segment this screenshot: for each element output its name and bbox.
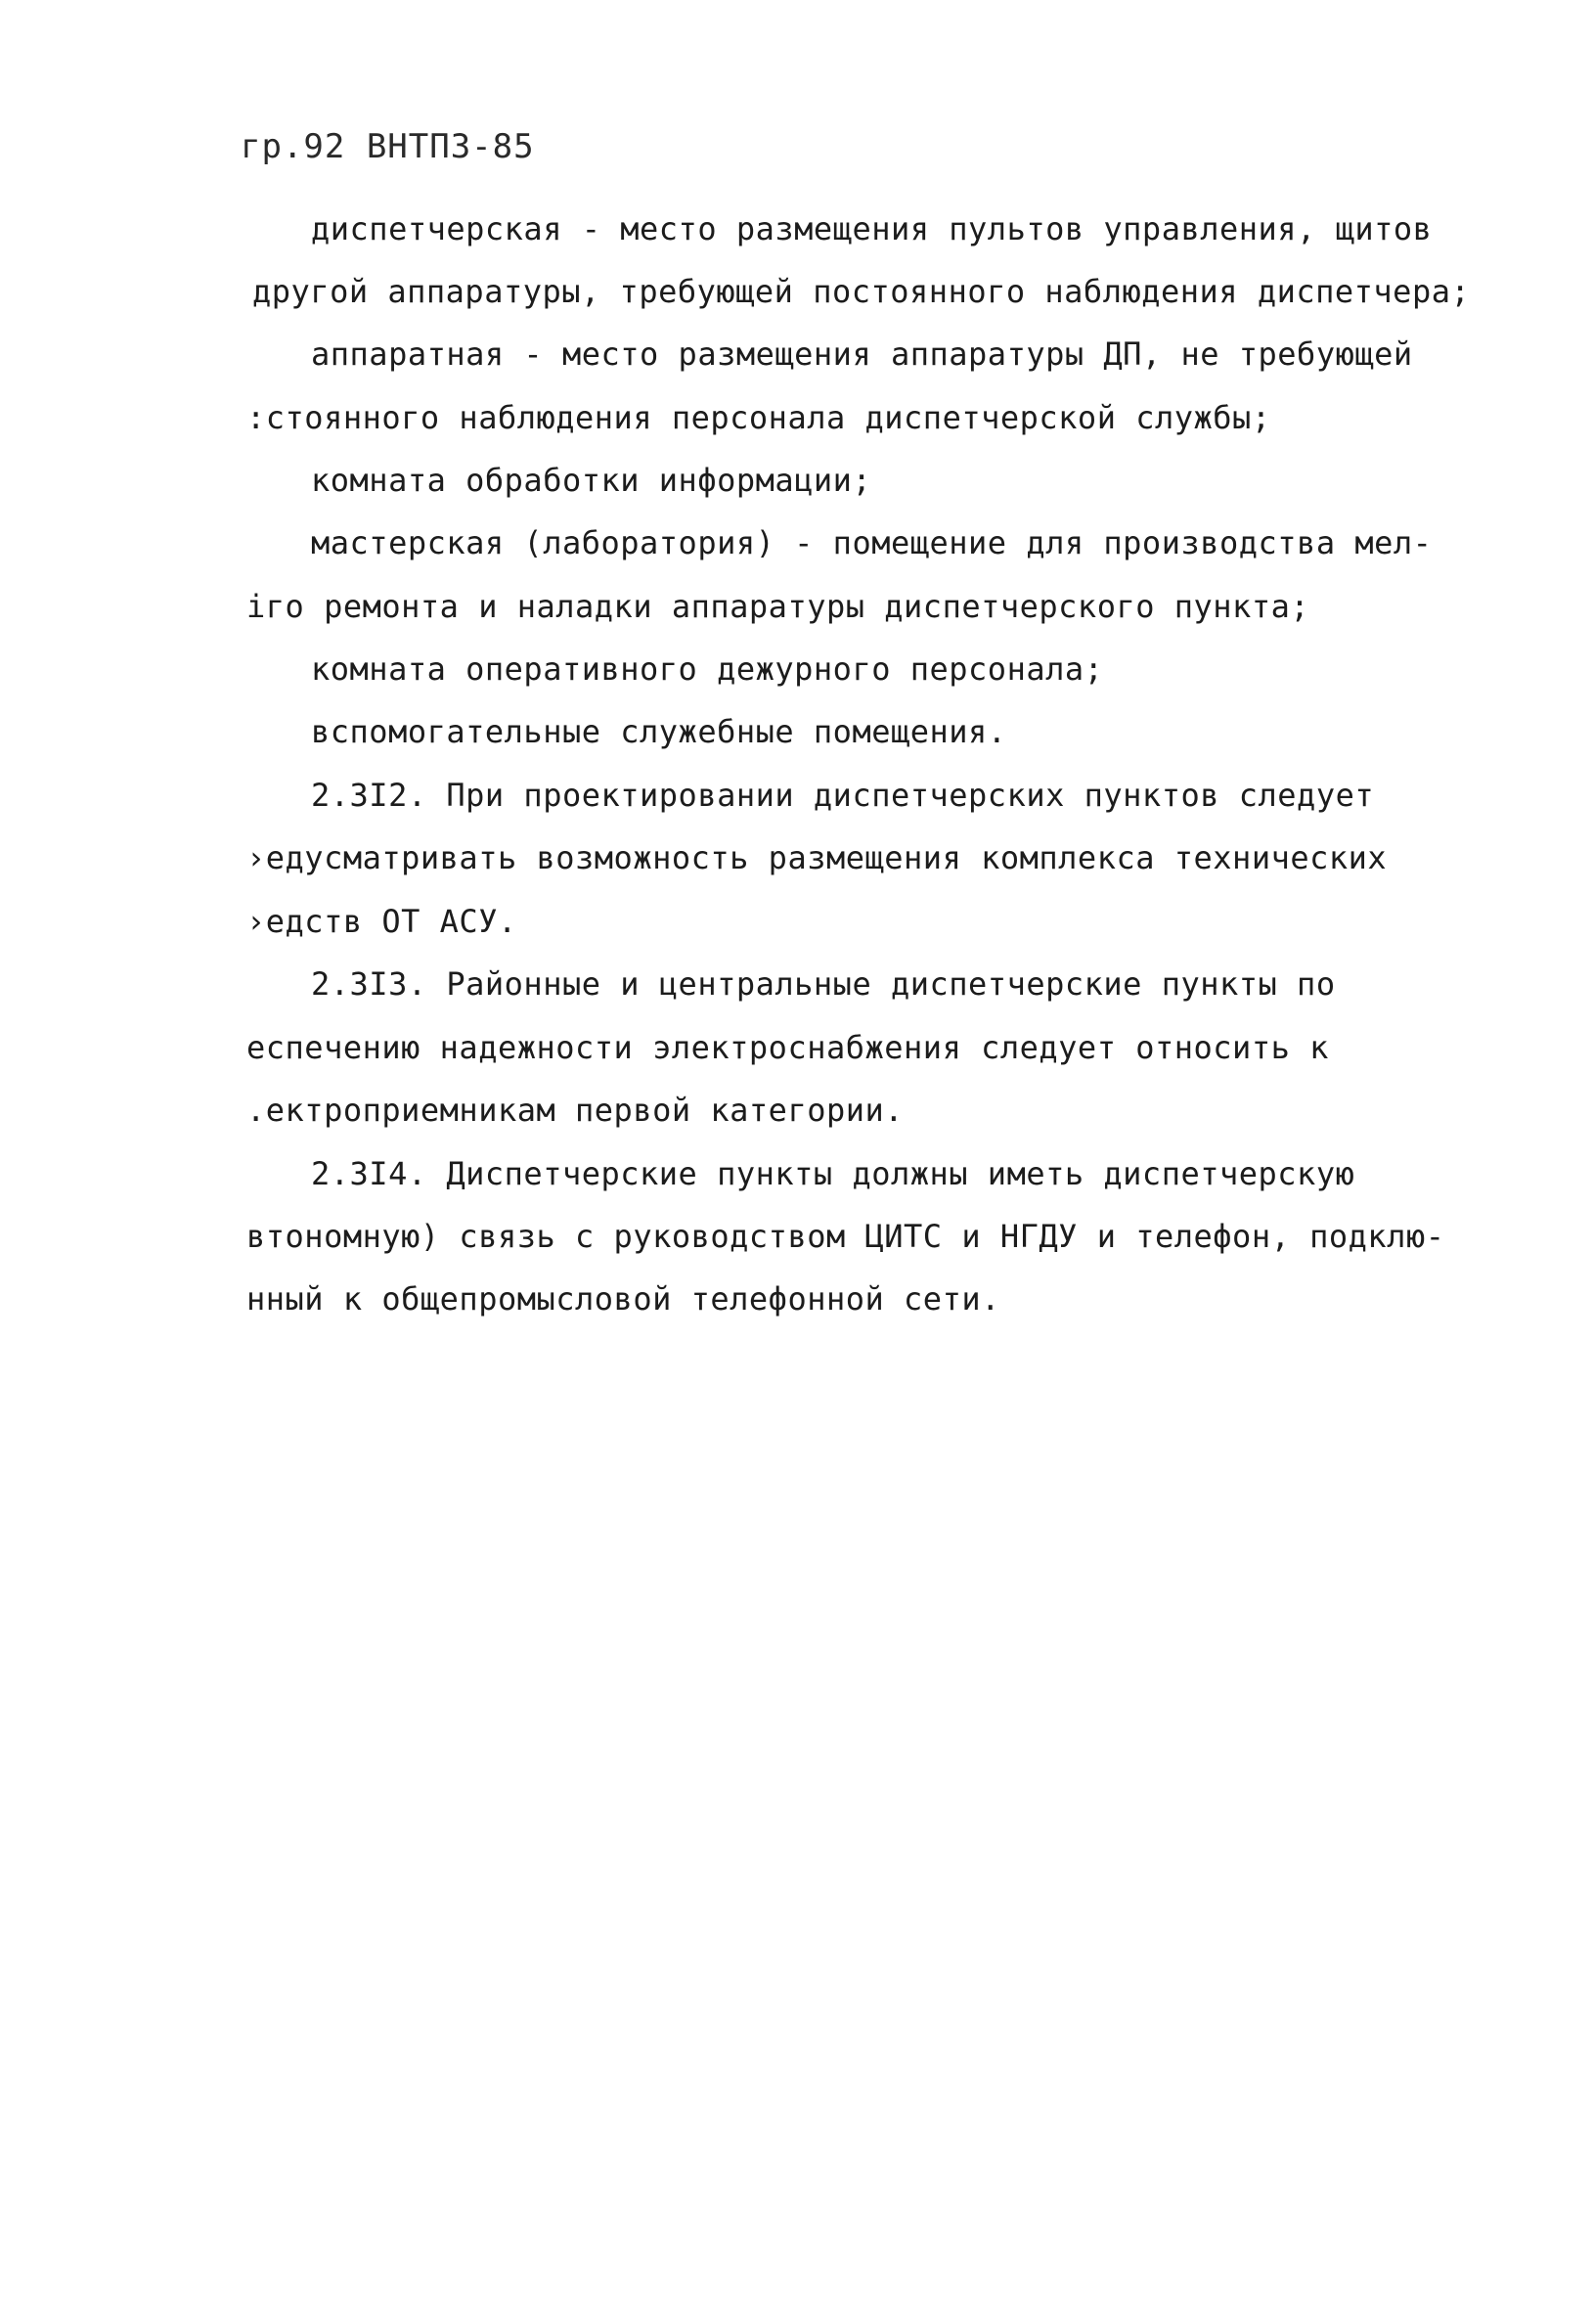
text-line: еспечению надежности электроснабжения следует относить к [246, 1029, 1329, 1066]
text-line: іго ремонта и наладки аппаратуры диспетчерского пункта; [246, 588, 1310, 625]
text-line: комната обработки информации; [311, 462, 872, 499]
page-header: гр.92 ВНТПЗ-85 [241, 127, 535, 166]
text-line: 2.3I3. Районные и центральные диспетчерские пункты по [311, 965, 1336, 1003]
text-line: вспомогательные служебные помещения. [311, 713, 1007, 750]
text-line: ›едусматривать возможность размещения комплекса технических [246, 839, 1388, 876]
text-line: втономную) связь с руководством ЦИТС и НГДУ и телефон, подклю- [246, 1218, 1445, 1255]
text-line: нный к общепромысловой телефонной сети. [246, 1280, 1000, 1318]
text-line: диспетчерская - место размещения пультов управления, щитов [311, 210, 1433, 247]
text-line: аппаратная - место размещения аппаратуры ДП, не требующей [311, 335, 1413, 373]
text-line: 2.3I4. Диспетчерские пункты должны иметь диспетчерскую [311, 1155, 1355, 1192]
text-line: 2.3I2. При проектировании диспетчерских пунктов следует [311, 777, 1375, 814]
text-line: комната оперативного дежурного персонала; [311, 650, 1104, 688]
text-line: ›едств ОТ АСУ. [246, 903, 517, 940]
text-line: мастерская (лаборатория) - помещение для производства мел- [311, 524, 1433, 561]
text-line: .ектроприемникам первой категории. [246, 1092, 905, 1129]
text-line: другой аппаратуры, требующей постоянного наблюдения диспетчера; [252, 273, 1471, 310]
text-line: :стоянного наблюдения персонала диспетчерской службы; [246, 399, 1271, 436]
